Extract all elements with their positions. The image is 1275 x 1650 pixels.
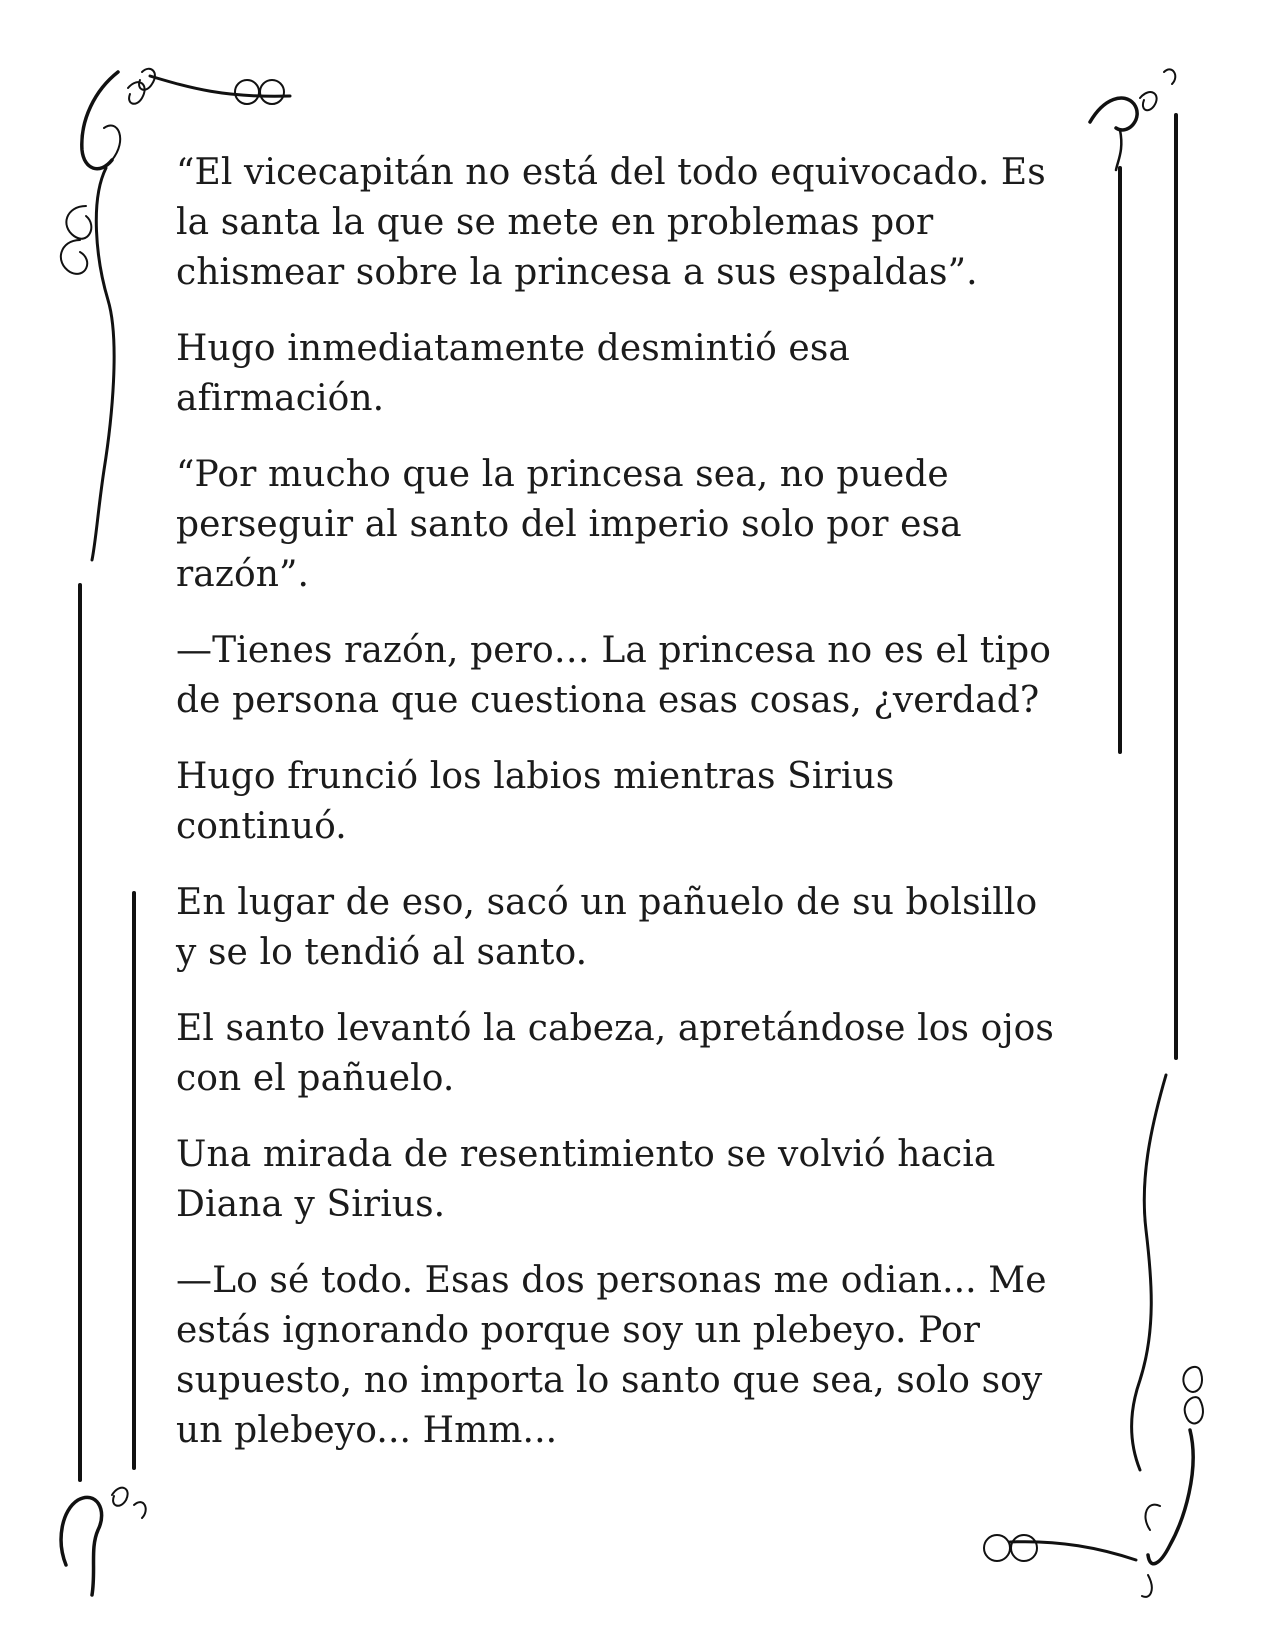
paragraph-6: En lugar de eso, sacó un pañuelo de su bolsillo y se lo tendió al santo. <box>176 882 1038 973</box>
paragraph-7: El santo levantó la cabeza, apretándose los ojos con el pañuelo. <box>176 1008 1055 1099</box>
paragraph-2: Hugo inmediatamente desmintió esa afirmación. <box>176 328 850 419</box>
paragraph-4: —Tienes razón, pero… La princesa no es el tipo de persona que cuestiona esas cosas, ¿verdad? <box>176 630 1051 721</box>
paragraph-9: —Lo sé todo. Esas dos personas me odian... Me estás ignorando porque soy un plebeyo. Por supuesto, no importa lo santo que sea, solo soy un plebeyo... Hmm... <box>176 1260 1047 1451</box>
page-body <box>176 148 1096 1482</box>
bottom-left-flourish <box>61 1488 146 1595</box>
top-right-flourish <box>1090 69 1175 170</box>
paragraph-5: Hugo frunció los labios mientras Sirius continuó. <box>176 756 895 847</box>
paragraph-8: Una mirada de resentimiento se volvió hacia Diana y Sirius. <box>176 1134 996 1225</box>
paragraph-3: “Por mucho que la princesa sea, no puede perseguir al santo del imperio solo por esa razón”. <box>176 454 962 595</box>
paragraph-1: “El vicecapitán no está del todo equivocado. Es la santa la que se mete en problemas por chismear sobre la princesa a sus espaldas”. <box>176 152 1046 293</box>
right-curve <box>1132 1075 1166 1470</box>
